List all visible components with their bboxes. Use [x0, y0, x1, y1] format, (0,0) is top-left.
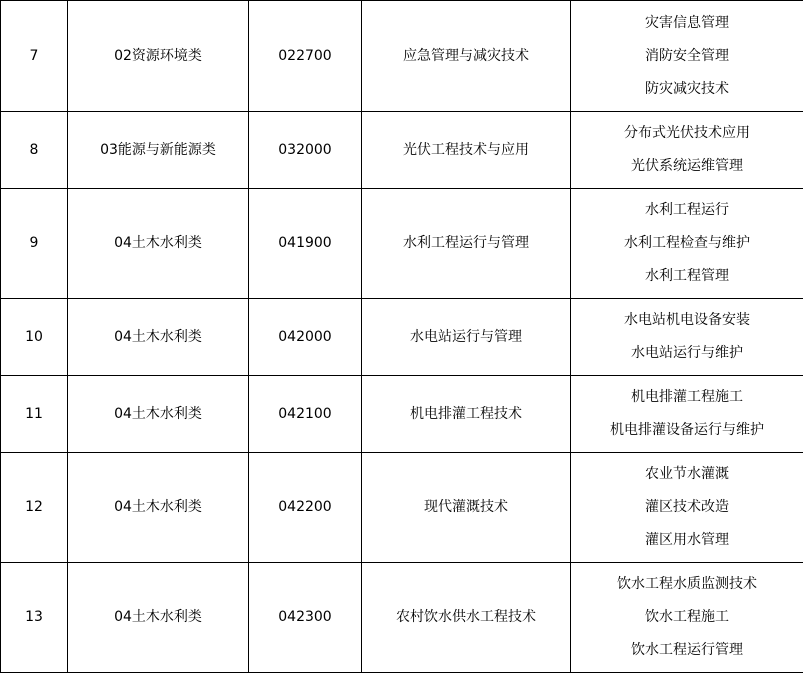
directions-cell — [571, 376, 803, 453]
major-cell: 光伏工程技术与应用 — [362, 112, 571, 189]
row-number: 10 — [1, 299, 68, 376]
major-cell: 应急管理与减灾技术 — [362, 1, 571, 112]
category-cell: 02资源环境类 — [68, 1, 249, 112]
direction-item: 分布式光伏技术应用 — [624, 125, 750, 141]
directions-cell — [571, 112, 803, 189]
directions-cell — [571, 563, 803, 673]
direction-item: 机电排灌工程施工 — [631, 389, 743, 405]
direction-item: 灌区技术改造 — [645, 499, 729, 515]
category-cell: 04土木水利类 — [68, 189, 249, 299]
row-number: 12 — [1, 453, 68, 563]
direction-item: 农业节水灌溉 — [645, 466, 729, 482]
row-number: 13 — [1, 563, 68, 673]
category-cell: 04土木水利类 — [68, 453, 249, 563]
major-cell: 现代灌溉技术 — [362, 453, 571, 563]
category-cell: 04土木水利类 — [68, 299, 249, 376]
direction-item: 灌区用水管理 — [645, 532, 729, 548]
major-cell: 机电排灌工程技术 — [362, 376, 571, 453]
table-row — [1, 453, 803, 563]
code-cell: 042100 — [249, 376, 362, 453]
code-cell: 032000 — [249, 112, 362, 189]
direction-item: 防灾减灾技术 — [645, 80, 729, 97]
directions-cell — [571, 453, 803, 563]
code-cell: 042300 — [249, 563, 362, 673]
major-cell: 水利工程运行与管理 — [362, 189, 571, 299]
direction-item: 饮水工程水质监测技术 — [617, 576, 757, 592]
direction-item: 水电站运行与维护 — [631, 345, 743, 361]
direction-item: 消防安全管理 — [645, 47, 729, 64]
direction-item: 饮水工程施工 — [645, 609, 729, 625]
category-cell: 04土木水利类 — [68, 563, 249, 673]
table-row — [1, 376, 803, 453]
code-cell: 042000 — [249, 299, 362, 376]
directions-cell — [571, 189, 803, 299]
code-cell: 041900 — [249, 189, 362, 299]
table-row — [1, 1, 803, 112]
row-number: 7 — [1, 1, 68, 112]
direction-item: 水利工程管理 — [645, 268, 729, 284]
direction-item: 饮水工程运行管理 — [631, 642, 743, 658]
direction-item: 水利工程检查与维护 — [624, 235, 750, 251]
direction-item: 光伏系统运维管理 — [631, 158, 743, 174]
major-cell: 农村饮水供水工程技术 — [362, 563, 571, 673]
table-row — [1, 299, 803, 376]
direction-item: 水电站机电设备安装 — [624, 312, 750, 328]
code-cell: 022700 — [249, 1, 362, 112]
direction-item: 机电排灌设备运行与维护 — [610, 422, 764, 438]
direction-item: 水利工程运行 — [645, 202, 729, 218]
category-cell: 04土木水利类 — [68, 376, 249, 453]
row-number: 11 — [1, 376, 68, 453]
table-row — [1, 112, 803, 189]
table-row — [1, 189, 803, 299]
category-cell: 03能源与新能源类 — [68, 112, 249, 189]
table-row — [1, 563, 803, 673]
row-number: 8 — [1, 112, 68, 189]
code-cell: 042200 — [249, 453, 362, 563]
directions-cell — [571, 1, 803, 112]
direction-item: 灾害信息管理 — [645, 14, 729, 31]
directions-cell — [571, 299, 803, 376]
row-number: 9 — [1, 189, 68, 299]
major-cell: 水电站运行与管理 — [362, 299, 571, 376]
